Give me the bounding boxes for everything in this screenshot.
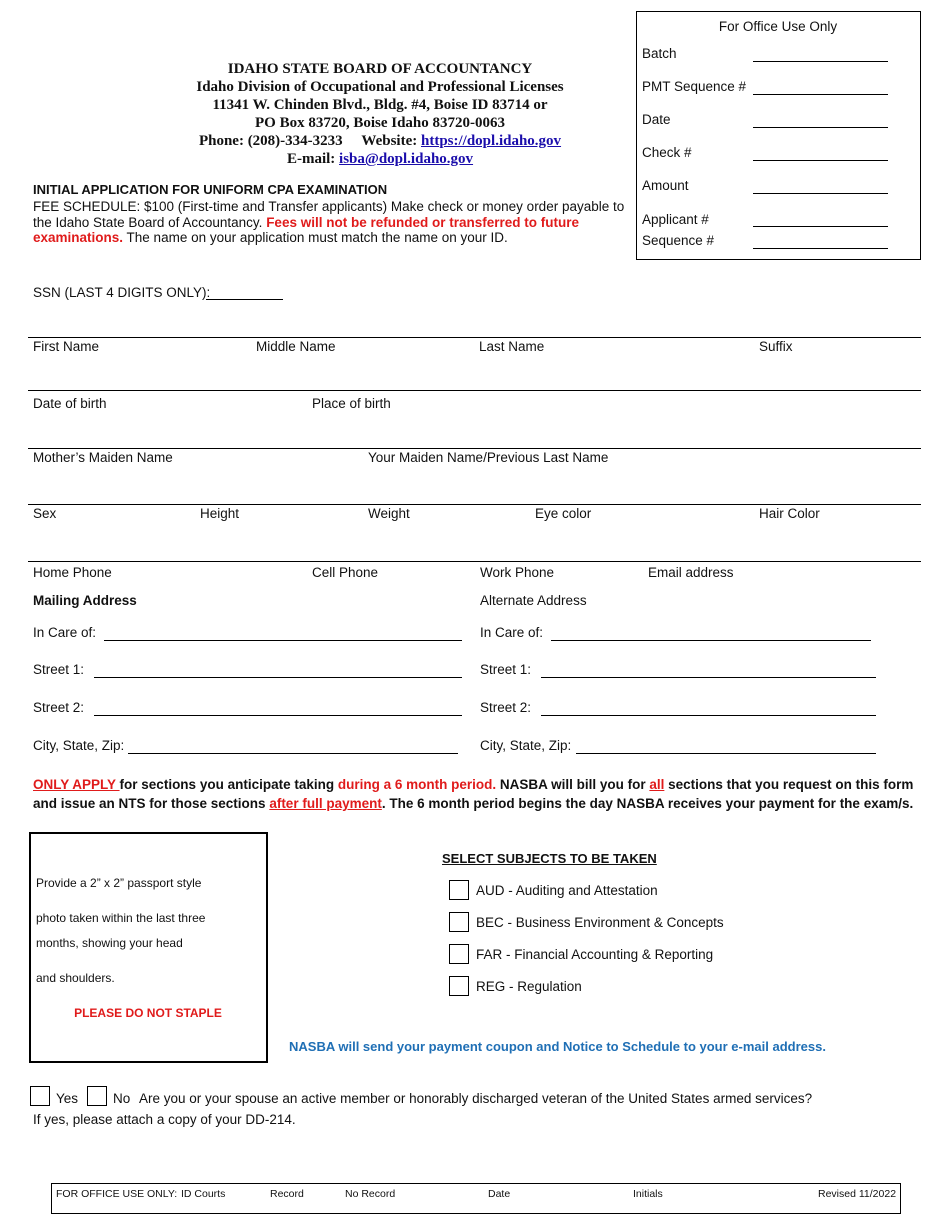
footer-initials: Initials (633, 1188, 663, 1200)
mailing-street2-label: Street 2: (33, 700, 85, 715)
checkbox-bec[interactable] (449, 912, 469, 932)
office-check-line (753, 160, 888, 161)
office-applicant-label: Applicant # (642, 212, 709, 227)
mailing-street1-field[interactable] (94, 677, 462, 678)
mailing-address-title: Mailing Address (33, 593, 137, 608)
alt-street2-field[interactable] (541, 715, 876, 716)
weight-label: Weight (368, 506, 410, 521)
office-amount-label: Amount (642, 178, 689, 193)
first-name-label: First Name (33, 339, 100, 354)
pob-label: Place of birth (312, 396, 391, 411)
office-use-title: For Office Use Only (718, 19, 838, 34)
subject-far-label: FAR - Financial Accounting & Reporting (476, 947, 714, 962)
sex-label: Sex (33, 506, 57, 521)
suffix-label: Suffix (759, 339, 793, 354)
header-email-link[interactable]: isba@dopl.idaho.gov (339, 151, 474, 167)
alternate-address-title: Alternate Address (480, 593, 587, 608)
dob-label: Date of birth (33, 396, 107, 411)
footer-record: Record (270, 1188, 304, 1200)
header-address-2: PO Box 83720, Boise Idaho 83720-0063 (254, 115, 506, 131)
office-amount-line (753, 193, 888, 194)
divider-phones (28, 561, 921, 562)
notice-text-4: and issue an NTS for those sections (33, 796, 270, 811)
subjects-title: SELECT SUBJECTS TO BE TAKEN (442, 851, 657, 866)
cell-phone-label: Cell Phone (312, 565, 379, 580)
footer-id-courts: ID Courts (181, 1188, 226, 1200)
work-phone-label: Work Phone (480, 565, 555, 580)
mailing-in-care-label: In Care of: (33, 625, 97, 640)
veteran-yes-label: Yes (56, 1091, 79, 1106)
ssn-field[interactable] (206, 299, 283, 300)
header-address-1: 11341 W. Chinden Blvd., Bldg. #4, Boise ID 83714 or (212, 97, 548, 113)
notice-text-5: . The 6 month period begins the day NASBA receives your payment for the exam/s. (381, 796, 914, 811)
alt-street2-label: Street 2: (480, 700, 532, 715)
footer-no-record: No Record (345, 1188, 396, 1200)
photo-instruction-2: photo taken within the last three (36, 911, 206, 925)
notice-six-month: during a 6 month period. (337, 777, 497, 792)
subject-aud-label: AUD - Auditing and Attestation (476, 883, 658, 898)
divider-maiden (28, 448, 921, 449)
office-batch-label: Batch (642, 46, 677, 61)
checkbox-reg[interactable] (449, 976, 469, 996)
header-contact-line (150, 132, 610, 150)
six-month-notice (33, 775, 923, 813)
notice-all: all (649, 777, 665, 792)
fee-warning: Fees will not be refunded or transferred to future examinations. (33, 214, 579, 245)
notice-after-payment: after full payment (269, 796, 382, 811)
middle-name-label: Middle Name (256, 339, 336, 354)
photo-instruction-4: and shoulders. (36, 971, 115, 985)
header-phone: Phone: (208)-334-3233 (198, 133, 343, 149)
header-email-line (150, 150, 610, 168)
subject-reg-label: REG - Regulation (476, 979, 582, 994)
office-sequence-line (753, 248, 888, 249)
email-address-label: Email address (648, 565, 734, 580)
fee-schedule (33, 199, 628, 246)
veteran-no-checkbox[interactable] (87, 1086, 107, 1106)
mother-maiden-label: Mother’s Maiden Name (33, 450, 173, 465)
office-sequence-label: Sequence # (642, 233, 715, 248)
last-name-label: Last Name (479, 339, 545, 354)
divider-physical (28, 504, 921, 505)
nasba-email-note: NASBA will send your payment coupon and Notice to Schedule to your e-mail address. (289, 1039, 826, 1054)
mailing-street1-label: Street 1: (33, 662, 85, 677)
notice-text-1: for sections you anticipate taking (119, 777, 338, 792)
office-pmt-line (753, 94, 888, 95)
header-email-label: E-mail: (286, 151, 336, 167)
checkbox-far[interactable] (449, 944, 469, 964)
veteran-yes-checkbox[interactable] (30, 1086, 50, 1106)
footer-label: FOR OFFICE USE ONLY: (56, 1188, 178, 1200)
application-title: INITIAL APPLICATION FOR UNIFORM CPA EXAMINATION (33, 182, 388, 197)
alt-in-care-field[interactable] (551, 640, 871, 641)
office-applicant-line (753, 226, 888, 227)
office-pmt-label: PMT Sequence # (642, 79, 747, 94)
alt-street1-field[interactable] (541, 677, 876, 678)
mailing-csz-field[interactable] (128, 753, 458, 754)
office-date-label: Date (642, 112, 671, 127)
header-board-name: IDAHO STATE BOARD OF ACCOUNTANCY (227, 61, 533, 77)
divider-birth (28, 390, 921, 391)
fee-tail: The name on your application must match the name on your ID. (126, 230, 508, 245)
photo-instruction-3: months, showing your head (36, 936, 183, 950)
veteran-question: Are you or your spouse an active member or honorably discharged veteran of the United States armed services? (139, 1091, 813, 1106)
alt-csz-field[interactable] (576, 753, 876, 754)
photo-no-staple-warning: PLEASE DO NOT STAPLE (74, 1006, 222, 1020)
veteran-dd214-note: If yes, please attach a copy of your DD-214. (33, 1112, 296, 1127)
eye-color-label: Eye color (535, 506, 592, 521)
photo-instruction-1: Provide a 2” x 2” passport style (36, 876, 202, 890)
header-division: Idaho Division of Occupational and Professional Licenses (196, 79, 564, 95)
mailing-csz-label: City, State, Zip: (33, 738, 125, 753)
hair-color-label: Hair Color (759, 506, 820, 521)
header-website-link[interactable]: https://dopl.idaho.gov (421, 133, 562, 149)
notice-only-apply: ONLY APPLY (33, 777, 120, 792)
alt-csz-label: City, State, Zip: (480, 738, 572, 753)
notice-text-2: NASBA will bill you for (496, 777, 650, 792)
subject-bec-label: BEC - Business Environment & Concepts (476, 915, 724, 930)
veteran-no-label: No (113, 1091, 131, 1106)
footer-date: Date (488, 1188, 511, 1200)
office-batch-line (753, 61, 888, 62)
home-phone-label: Home Phone (33, 565, 112, 580)
height-label: Height (200, 506, 240, 521)
footer-office-use (51, 1183, 901, 1214)
your-maiden-label: Your Maiden Name/Previous Last Name (368, 450, 609, 465)
photo-box[interactable] (29, 832, 268, 1063)
office-use-box (636, 11, 921, 260)
mailing-in-care-field[interactable] (104, 640, 462, 641)
fee-text: FEE SCHEDULE: $100 (First-time and Transfer applicants) Make check or money order payable to the Idaho State Board of Accountancy. (33, 199, 625, 230)
notice-text-3: sections that you request on this form (664, 777, 914, 792)
alt-street1-label: Street 1: (480, 662, 532, 677)
alt-in-care-label: In Care of: (480, 625, 544, 640)
office-date-line (753, 127, 888, 128)
mailing-street2-field[interactable] (94, 715, 462, 716)
header-website-label: Website: (361, 133, 418, 149)
office-check-label: Check # (642, 145, 692, 160)
checkbox-aud[interactable] (449, 880, 469, 900)
ssn-label: SSN (LAST 4 DIGITS ONLY): (33, 285, 211, 300)
footer-revised: Revised 11/2022 (818, 1188, 897, 1200)
divider-names (28, 337, 921, 338)
